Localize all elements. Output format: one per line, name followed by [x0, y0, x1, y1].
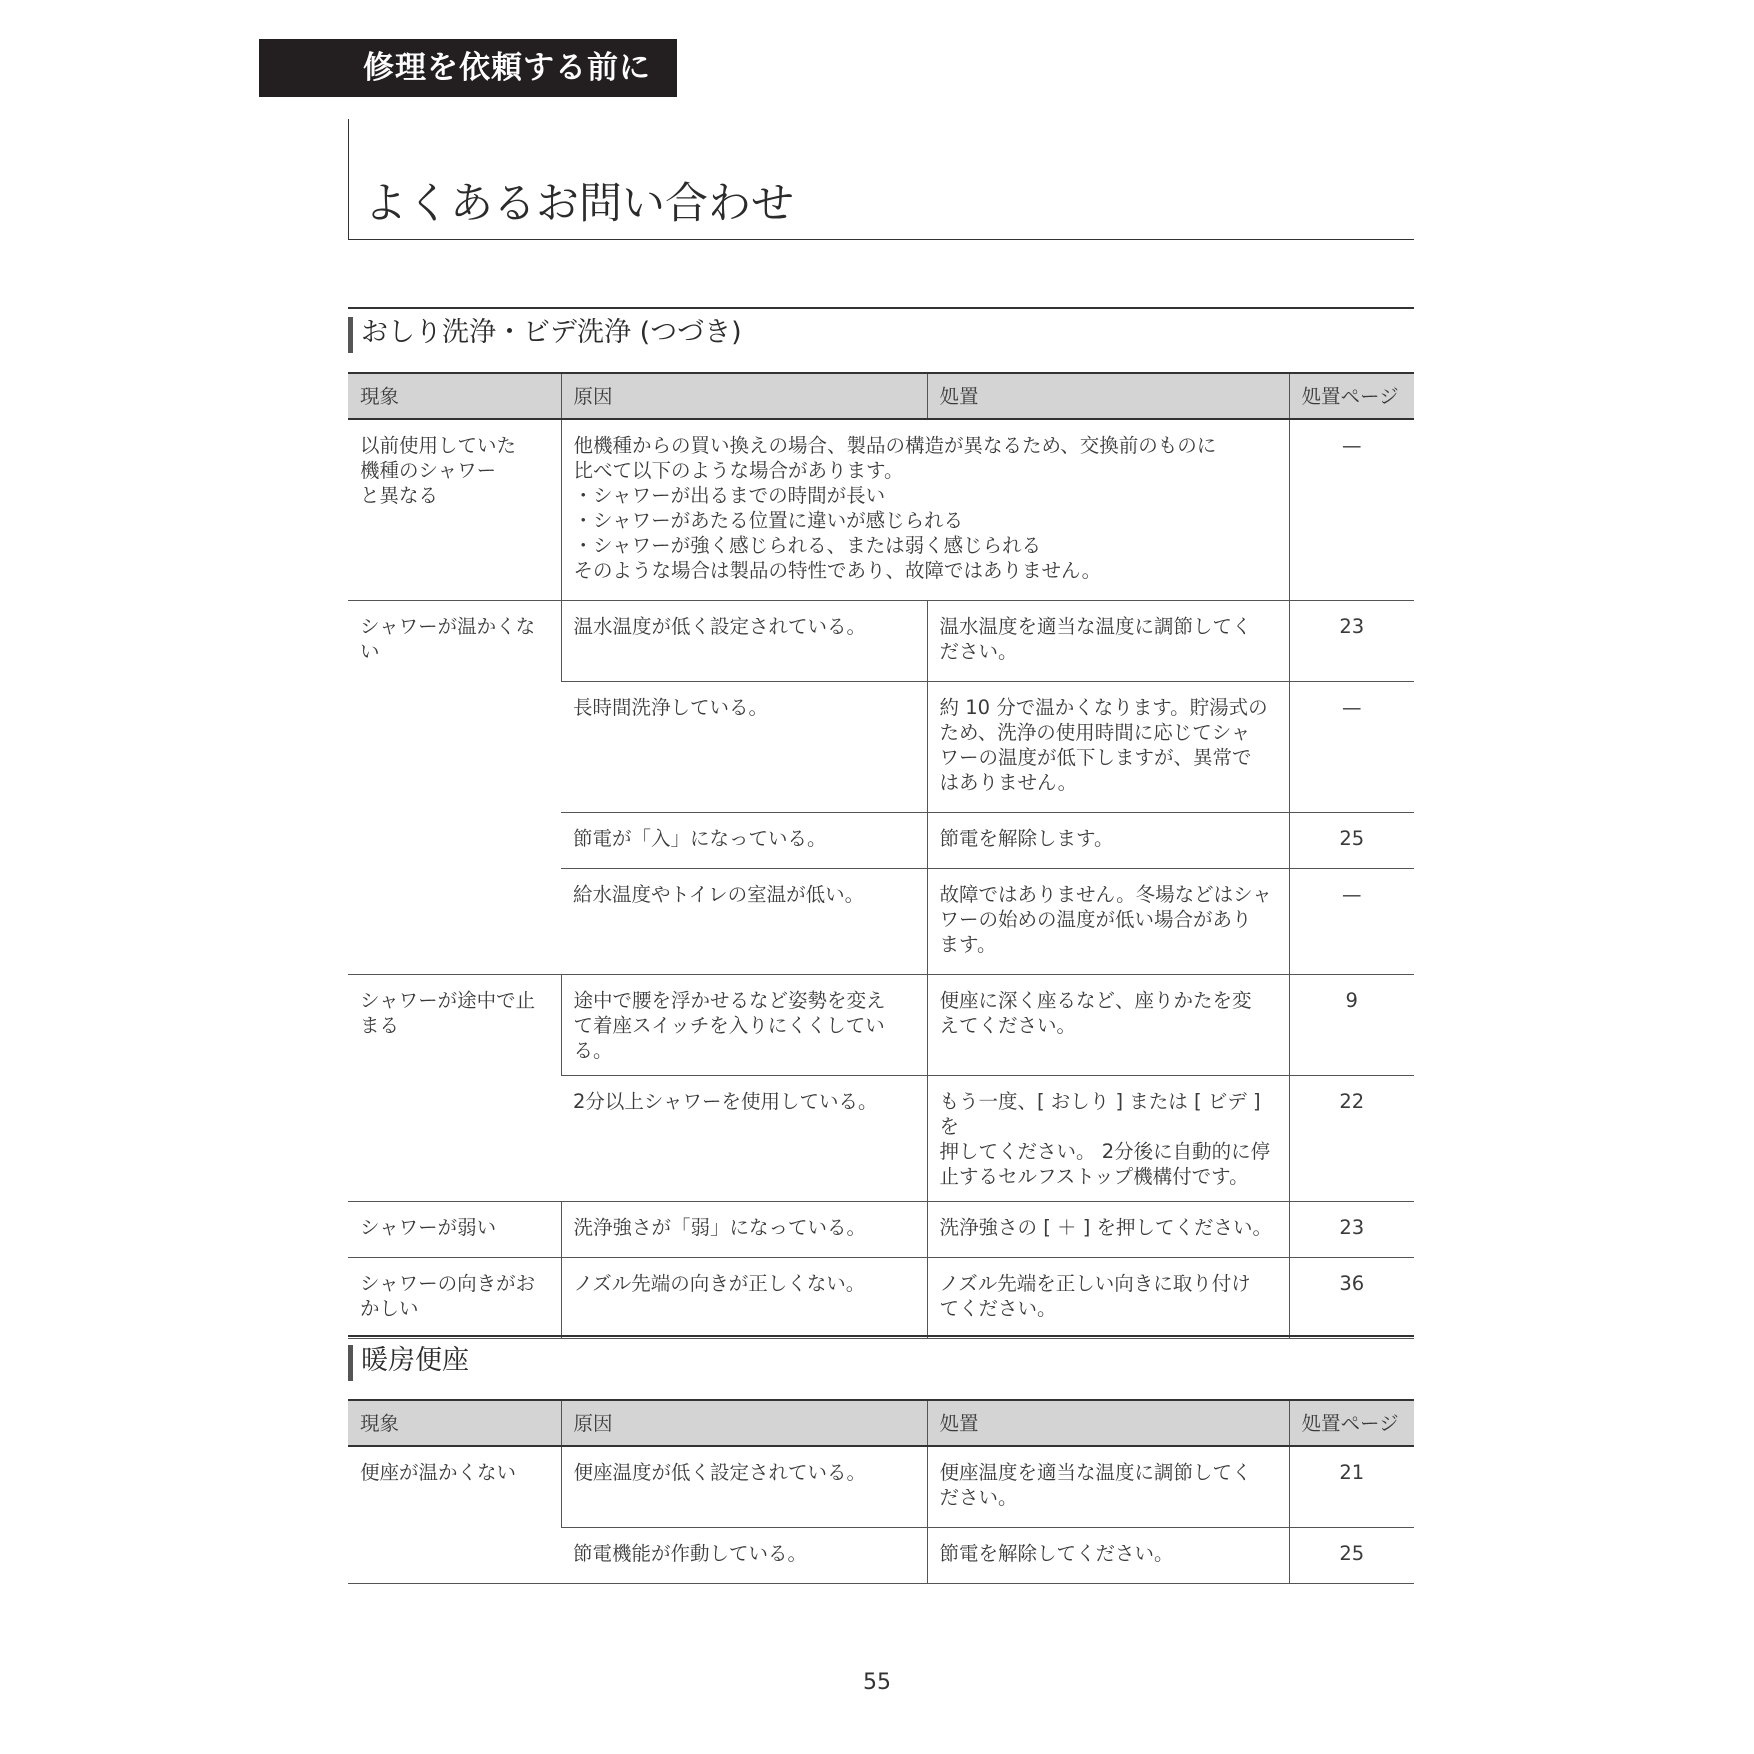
page-cell: 21	[1289, 1446, 1414, 1527]
remedy-cell: 洗浄強さの [ ＋ ] を押してください。	[927, 1201, 1289, 1257]
table-header-row	[348, 1400, 1414, 1446]
phenomenon-cell: シャワーが途中で止 まる	[348, 974, 561, 1201]
title-rule-vertical	[348, 119, 349, 239]
table-row	[348, 1446, 1414, 1527]
cause-cell: 長時間洗浄している。	[561, 681, 927, 812]
section-title: 暖房便座	[361, 1345, 469, 1376]
heated-seat-faq-table	[348, 1399, 1414, 1584]
remedy-cell: 便座に深く座るなど、座りかたを変 えてください。	[927, 974, 1289, 1075]
page-cell: 23	[1289, 1201, 1414, 1257]
table-row	[348, 1201, 1414, 1257]
cause-cell: 2分以上シャワーを使用している。	[561, 1075, 927, 1201]
column-header-remedy: 処置	[927, 1400, 1289, 1446]
page-number: 55	[863, 1670, 891, 1695]
page-cell: —	[1289, 681, 1414, 812]
section-heading-heated-seat	[348, 1335, 1414, 1395]
phenomenon-cell: シャワーの向きがお かしい	[348, 1257, 561, 1338]
phenomenon-cell: シャワーが温かくな い	[348, 600, 561, 974]
cause-cell: 節電が「入」になっている。	[561, 812, 927, 868]
chapter-header-tab: 修理を依頼する前に	[259, 39, 677, 97]
page-cell: 9	[1289, 974, 1414, 1075]
column-header-page: 処置ページ	[1289, 1400, 1414, 1446]
phenomenon-cell: 便座が温かくない	[348, 1446, 561, 1583]
remedy-cell: 温水温度を適当な温度に調節してく ださい。	[927, 600, 1289, 681]
section-heading-washing	[348, 307, 1414, 367]
column-header-phenomenon: 現象	[348, 373, 561, 419]
page-cell: 25	[1289, 812, 1414, 868]
page-cell: —	[1289, 868, 1414, 974]
page-cell: —	[1289, 419, 1414, 600]
title-rule-horizontal	[348, 239, 1414, 240]
cause-cell: 便座温度が低く設定されている。	[561, 1446, 927, 1527]
section-marker	[348, 317, 353, 353]
column-header-remedy: 処置	[927, 373, 1289, 419]
remedy-cell: 約 10 分で温かくなります。貯湯式の ため、洗浄の使用時間に応じてシャ ワーの温度が低下しますが、異常で はありません。	[927, 681, 1289, 812]
cause-cell: 途中で腰を浮かせるなど姿勢を変え て着座スイッチを入りにくくしている。	[561, 974, 927, 1075]
remedy-cell: 節電を解除してください。	[927, 1527, 1289, 1583]
page-cell: 36	[1289, 1257, 1414, 1338]
table-row	[348, 1257, 1414, 1338]
remedy-cell: 便座温度を適当な温度に調節してく ださい。	[927, 1446, 1289, 1527]
table-header-row	[348, 373, 1414, 419]
cause-cell: ノズル先端の向きが正しくない。	[561, 1257, 927, 1338]
cause-cell: 温水温度が低く設定されている。	[561, 600, 927, 681]
section-rule	[348, 307, 1414, 309]
section-title: おしり洗浄・ビデ洗浄 (つづき)	[361, 317, 742, 348]
section-marker	[348, 1345, 353, 1381]
column-header-cause: 原因	[561, 1400, 927, 1446]
page-title: よくあるお問い合わせ	[364, 179, 794, 229]
table-row	[348, 974, 1414, 1075]
phenomenon-cell: シャワーが弱い	[348, 1201, 561, 1257]
table-row	[348, 600, 1414, 681]
remedy-cell: 節電を解除します。	[927, 812, 1289, 868]
cause-cell: 洗浄強さが「弱」になっている。	[561, 1201, 927, 1257]
column-header-phenomenon: 現象	[348, 1400, 561, 1446]
column-header-page: 処置ページ	[1289, 373, 1414, 419]
remedy-cell: もう一度、[ おしり ] または [ ビデ ] を 押してください。 2分後に自動的に停 止するセルフストップ機構付です。	[927, 1075, 1289, 1201]
page-cell: 22	[1289, 1075, 1414, 1201]
cause-cell: 他機種からの買い換えの場合、製品の構造が異なるため、交換前のものに 比べて以下のような場合があります。 ・シャワーが出るまでの時間が長い ・シャワーがあたる位置に違いが感じられる ・シャワーが強く感じられる、または弱く感じられる そのような場合は製品の特性であり、故障ではありません。	[561, 419, 1289, 600]
column-header-cause: 原因	[561, 373, 927, 419]
table-row	[348, 419, 1414, 600]
remedy-cell: ノズル先端を正しい向きに取り付け てください。	[927, 1257, 1289, 1338]
washing-faq-table	[348, 372, 1414, 1339]
cause-cell: 給水温度やトイレの室温が低い。	[561, 868, 927, 974]
phenomenon-cell: 以前使用していた 機種のシャワー と異なる	[348, 419, 561, 600]
cause-cell: 節電機能が作動している。	[561, 1527, 927, 1583]
page-cell: 23	[1289, 600, 1414, 681]
page-cell: 25	[1289, 1527, 1414, 1583]
section-rule	[348, 1335, 1414, 1337]
remedy-cell: 故障ではありません。冬場などはシャ ワーの始めの温度が低い場合があり ます。	[927, 868, 1289, 974]
